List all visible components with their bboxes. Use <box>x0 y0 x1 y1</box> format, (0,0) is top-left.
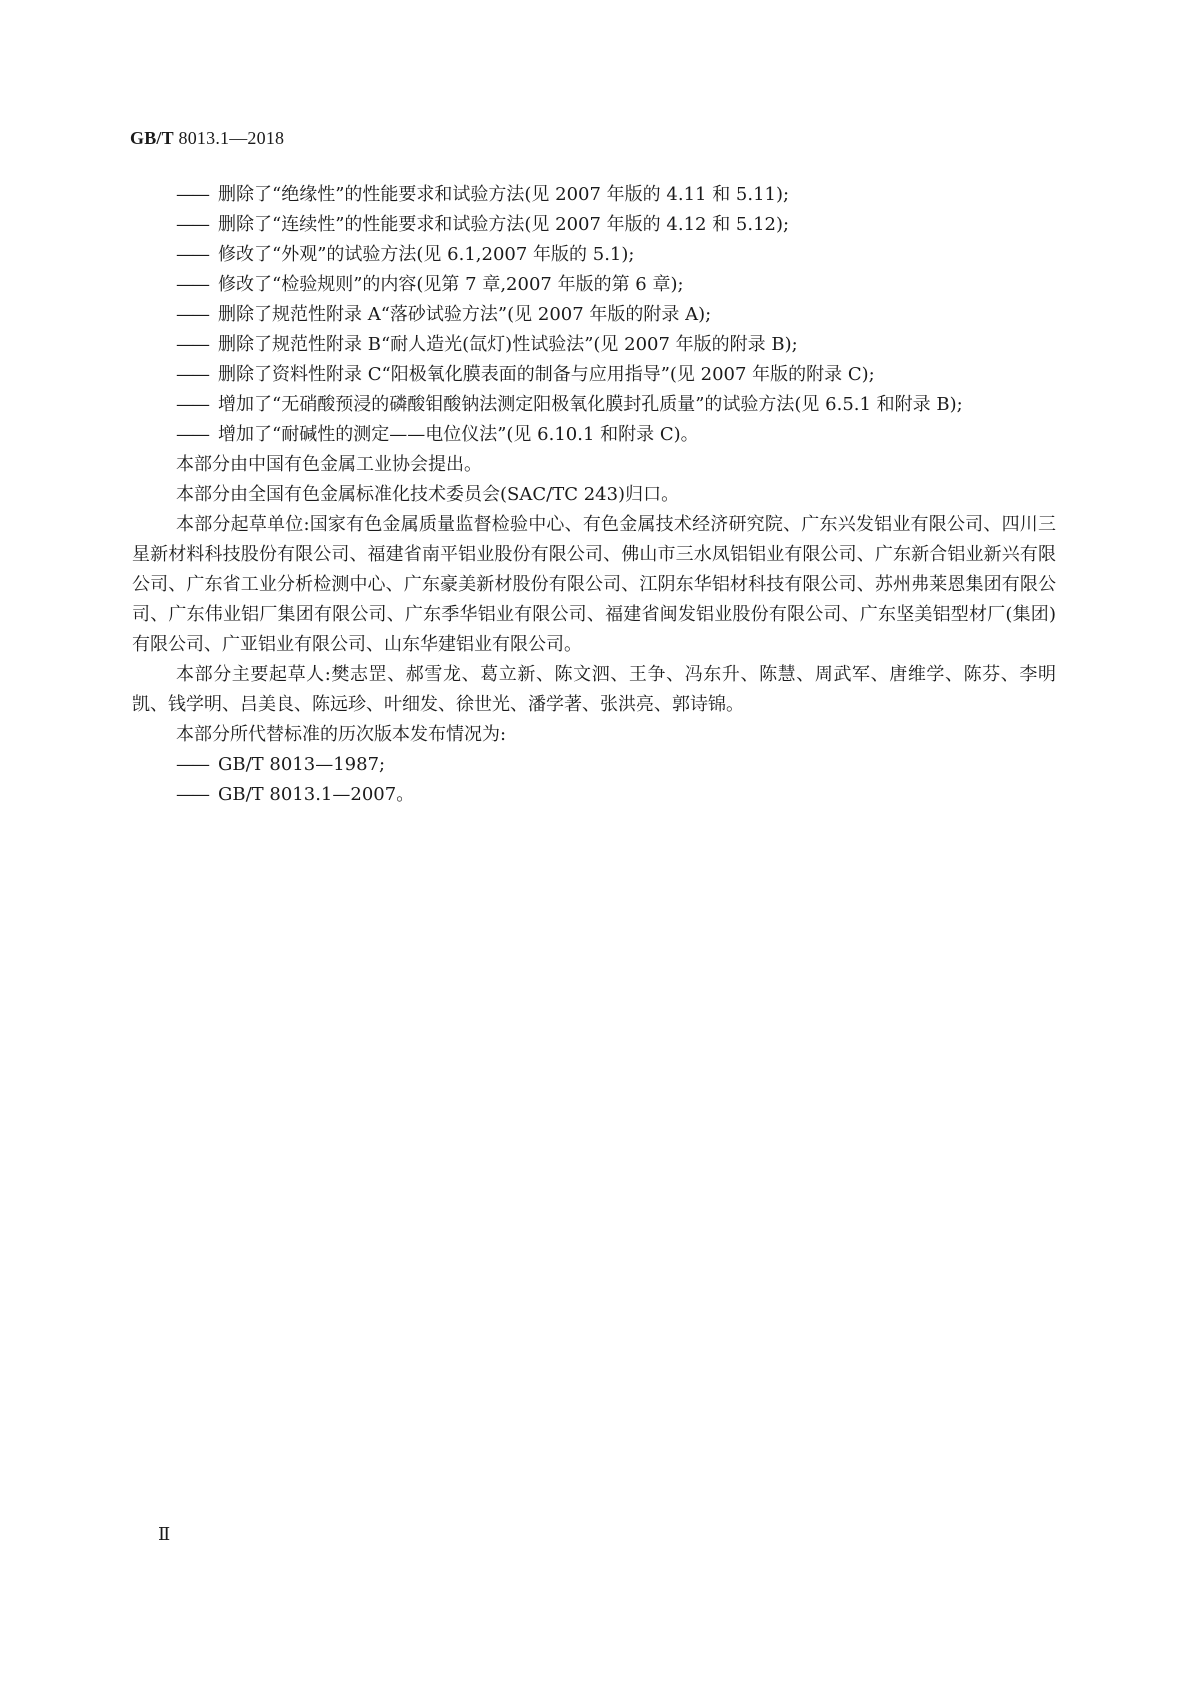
change-item: —— 修改了“检验规则”的内容(见第 7 章,2007 年版的第 6 章); <box>176 270 1056 300</box>
change-item: —— 修改了“外观”的试验方法(见 6.1,2007 年版的 5.1); <box>176 240 1056 270</box>
change-item: —— 删除了资料性附录 C“阳极氧化膜表面的制备与应用指导”(见 2007 年版的附录 C); <box>176 360 1056 390</box>
change-item: —— 删除了“绝缘性”的性能要求和试验方法(见 2007 年版的 4.11 和 5.11); <box>176 180 1056 210</box>
history-list <box>176 750 1056 810</box>
change-item: —— 删除了“连续性”的性能要求和试验方法(见 2007 年版的 4.12 和 5.12); <box>176 210 1056 240</box>
history-item: —— GB/T 8013.1—2007。 <box>176 780 1056 810</box>
change-item: —— 删除了规范性附录 B“耐人造光(氙灯)性试验法”(见 2007 年版的附录 B); <box>176 330 1056 360</box>
changes-list <box>176 180 1056 450</box>
change-item: —— 增加了“耐碱性的测定——电位仪法”(见 6.10.1 和附录 C)。 <box>176 420 1056 450</box>
drafting-units-paragraph: 本部分起草单位:国家有色金属质量监督检验中心、有色金属技术经济研究院、广东兴发铝业有限公司、四川三星新材料科技股份有限公司、福建省南平铝业股份有限公司、佛山市三水凤铝铝业有限公司、广东新合铝业新兴有限公司、广东省工业分析检测中心、广东豪美新材股份有限公司、江阴东华铝材科技有限公司、苏州弗莱恩集团有限公司、广东伟业铝厂集团有限公司、广东季华铝业有限公司、福建省闽发铝业股份有限公司、广东坚美铝型材厂(集团)有限公司、广亚铝业有限公司、山东华建铝业有限公司。 <box>132 514 1056 655</box>
change-item: —— 增加了“无硝酸预浸的磷酸钼酸钠法测定阳极氧化膜封孔质量”的试验方法(见 6.5.1 和附录 B); <box>176 390 1056 420</box>
standard-prefix: GB/T <box>130 128 174 148</box>
history-item: —— GB/T 8013—1987; <box>176 750 1056 780</box>
page-number: Ⅱ <box>158 1524 171 1544</box>
history-intro-paragraph: 本部分所代替标准的历次版本发布情况为: <box>176 724 507 745</box>
centralized-by-paragraph: 本部分由全国有色金属标准化技术委员会(SAC/TC 243)归口。 <box>176 484 680 505</box>
page-header <box>130 128 284 149</box>
main-drafters-paragraph: 本部分主要起草人:樊志罡、郝雪龙、葛立新、陈文泗、王争、冯东升、陈慧、周武军、唐维学、陈芬、李明凯、钱学明、吕美良、陈远珍、叶细发、徐世光、潘学著、张洪亮、郭诗锦。 <box>132 664 1056 715</box>
document-body <box>132 180 1056 810</box>
change-item: —— 删除了规范性附录 A“落砂试验方法”(见 2007 年版的附录 A); <box>176 300 1056 330</box>
standard-number: 8013.1—2018 <box>178 128 285 148</box>
proposed-by-paragraph: 本部分由中国有色金属工业协会提出。 <box>176 454 482 475</box>
